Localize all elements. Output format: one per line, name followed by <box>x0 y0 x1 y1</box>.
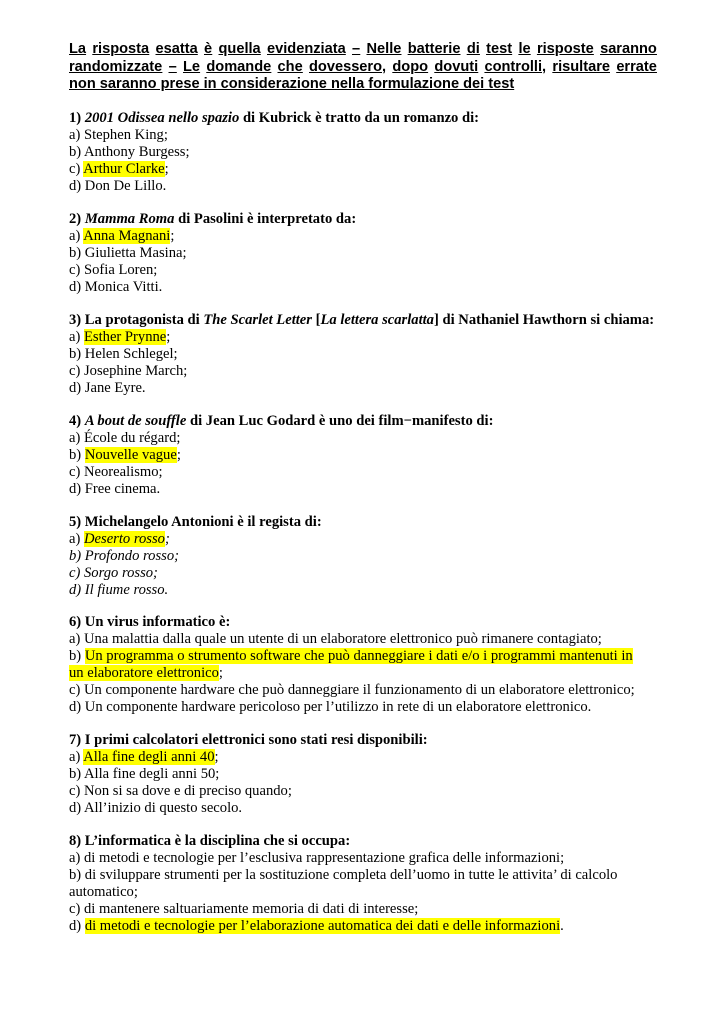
correct-answer-highlight: Esther Prynne <box>84 329 167 345</box>
header-word: risposta <box>92 41 150 57</box>
question-8 <box>69 833 669 935</box>
question-text: di Kubrick è tratto da un romanzo di: <box>239 110 480 126</box>
work-title: A bout de souffle <box>84 413 187 429</box>
option-b-continued: automatico; <box>69 884 138 900</box>
option-letter: d) <box>69 918 85 934</box>
work-title-translation: La lettera scarlatta <box>320 312 434 328</box>
header-word: dovessero, <box>309 58 387 75</box>
question-title <box>69 413 669 430</box>
option-a: a) di metodi e tecnologie per l’esclusiva rappresentazione grafica delle informazioni; <box>69 850 565 866</box>
option-c: c) Non si sa dove e di preciso quando; <box>69 783 292 799</box>
option-d: d) Free cinema. <box>69 481 161 497</box>
option-d: d) All’inizio di questo secolo. <box>69 800 243 816</box>
header-word: esatta <box>155 41 198 57</box>
question-title: 7) I primi calcolatori elettronici sono stati resi disponibili: <box>69 732 428 748</box>
question-title: 8) L’informatica è la disciplina che si occupa: <box>69 833 351 849</box>
option-b <box>69 447 669 464</box>
header-word: di <box>466 41 480 57</box>
option-b: b) Helen Schlegel; <box>69 346 178 362</box>
header-line-1 <box>69 41 657 59</box>
question-3 <box>69 312 669 397</box>
header-word: è <box>204 41 213 57</box>
question-text: 3) La protagonista di <box>69 312 204 328</box>
instructions-header <box>69 41 657 94</box>
header-word: quella <box>218 41 261 57</box>
header-word: dopo <box>392 58 429 75</box>
option-letter: a) <box>69 749 84 765</box>
correct-answer-highlight: Anna Magnani <box>83 228 171 244</box>
header-word: errate <box>616 58 657 75</box>
work-title: Mamma Roma <box>84 211 175 227</box>
option-c <box>69 161 669 178</box>
option-b: b) Anthony Burgess; <box>69 144 190 160</box>
header-word: batterie <box>407 41 461 57</box>
question-7 <box>69 732 669 817</box>
question-title: 6) Un virus informatico è: <box>69 614 231 630</box>
header-line-2 <box>69 59 657 77</box>
option-a <box>69 531 669 548</box>
header-word: saranno <box>600 41 657 57</box>
option-d: d) Jane Eyre. <box>69 380 146 396</box>
option-a: a) École du régard; <box>69 430 181 446</box>
question-6 <box>69 614 669 716</box>
header-word: le <box>518 41 531 57</box>
option-punct: ; <box>166 329 171 345</box>
header-word: Le <box>183 58 201 75</box>
question-title <box>69 312 669 329</box>
question-title: 5) Michelangelo Antonioni è il regista di: <box>69 514 322 530</box>
option-letter: a) <box>69 531 84 547</box>
question-text: di Pasolini è interpretato da: <box>174 211 357 227</box>
correct-answer-highlight: Nouvelle vague <box>84 447 177 463</box>
question-1 <box>69 110 669 195</box>
header-word: – <box>168 58 177 75</box>
option-punct: . <box>560 918 564 934</box>
bracket: [ <box>311 312 321 328</box>
option-c: c) Un componente hardware che può danneggiare il funzionamento di un elaboratore elettronico; <box>69 682 635 698</box>
option-d: d) Monica Vitti. <box>69 279 163 295</box>
option-punct: ; <box>164 531 170 547</box>
question-2 <box>69 211 669 296</box>
option-b <box>69 648 669 665</box>
option-c: c) Sorgo rosso; <box>69 565 158 581</box>
question-4 <box>69 413 669 498</box>
header-word: controlli, <box>484 58 547 75</box>
option-letter: c) <box>69 161 84 177</box>
header-word: Nelle <box>366 41 402 57</box>
work-title: 2001 Odissea nello spazio <box>84 110 240 126</box>
option-letter: a) <box>69 329 84 345</box>
correct-answer-highlight: Deserto rosso <box>84 531 165 547</box>
header-word: – <box>352 41 361 57</box>
work-title: The Scarlet Letter <box>203 312 312 328</box>
question-number: 1) <box>69 110 82 126</box>
question-title <box>69 211 669 228</box>
correct-answer-highlight: di metodi e tecnologie per l’elaborazione automatica dei dati e delle informazioni <box>84 918 561 934</box>
question-number: 2) <box>69 211 82 227</box>
option-punct: ; <box>214 749 219 765</box>
option-b-continued <box>69 665 669 682</box>
correct-answer-highlight: Un programma o strumento software che può danneggiare i dati e/o i programmi mantenuti in <box>84 648 633 664</box>
option-c: c) Neorealismo; <box>69 464 163 480</box>
option-c: c) Sofia Loren; <box>69 262 158 278</box>
option-a: a) Stephen King; <box>69 127 168 143</box>
question-text: ] di Nathaniel Hawthorn si chiama: <box>433 312 655 328</box>
option-punct: ; <box>176 447 181 463</box>
header-line-3: non saranno prese in considerazione nella formulazione dei test <box>69 76 515 92</box>
option-b: b) Alla fine degli anni 50; <box>69 766 220 782</box>
option-letter: b) <box>69 447 85 463</box>
option-punct: ; <box>218 665 223 681</box>
option-d: d) Don De Lillo. <box>69 178 167 194</box>
correct-answer-highlight: Alla fine degli anni 40 <box>83 749 215 765</box>
option-a <box>69 749 669 766</box>
option-d: d) Un componente hardware pericoloso per l’utilizzo in rete di un elaboratore elettronico. <box>69 699 592 715</box>
question-title <box>69 110 669 127</box>
option-punct: ; <box>164 161 169 177</box>
correct-answer-highlight: un elaboratore elettronico <box>69 665 219 681</box>
option-a <box>69 329 669 346</box>
question-text: di Jean Luc Godard è uno dei film−manifesto di: <box>186 413 494 429</box>
option-letter: a) <box>69 228 84 244</box>
question-5 <box>69 514 669 599</box>
header-word: test <box>486 41 513 57</box>
header-word: randomizzate <box>69 58 163 75</box>
header-word: che <box>277 58 303 75</box>
option-a: a) Una malattia dalla quale un utente di un elaboratore elettronico può rimanere contagiato; <box>69 631 602 647</box>
header-word: domande <box>206 58 272 75</box>
correct-answer-highlight: Arthur Clarke <box>83 161 165 177</box>
option-letter: b) <box>69 648 85 664</box>
header-word: risposte <box>536 41 594 57</box>
option-a <box>69 228 669 245</box>
option-c: c) di mantenere saltuariamente memoria di dati di interesse; <box>69 901 419 917</box>
header-word: La <box>69 41 87 57</box>
option-c: c) Josephine March; <box>69 363 188 379</box>
header-word: evidenziata <box>267 41 346 57</box>
question-number: 4) <box>69 413 82 429</box>
option-b: b) Giulietta Masina; <box>69 245 187 261</box>
header-word: risultare <box>552 58 610 75</box>
option-b: b) di sviluppare strumenti per la sostituzione completa dell’uomo in tutte le attivita’ di calcolo <box>69 867 618 883</box>
option-punct: ; <box>170 228 175 244</box>
option-d: d) Il fiume rosso. <box>69 582 169 598</box>
header-word: dovuti <box>434 58 479 75</box>
option-d <box>69 918 669 935</box>
option-b: b) Profondo rosso; <box>69 548 179 564</box>
